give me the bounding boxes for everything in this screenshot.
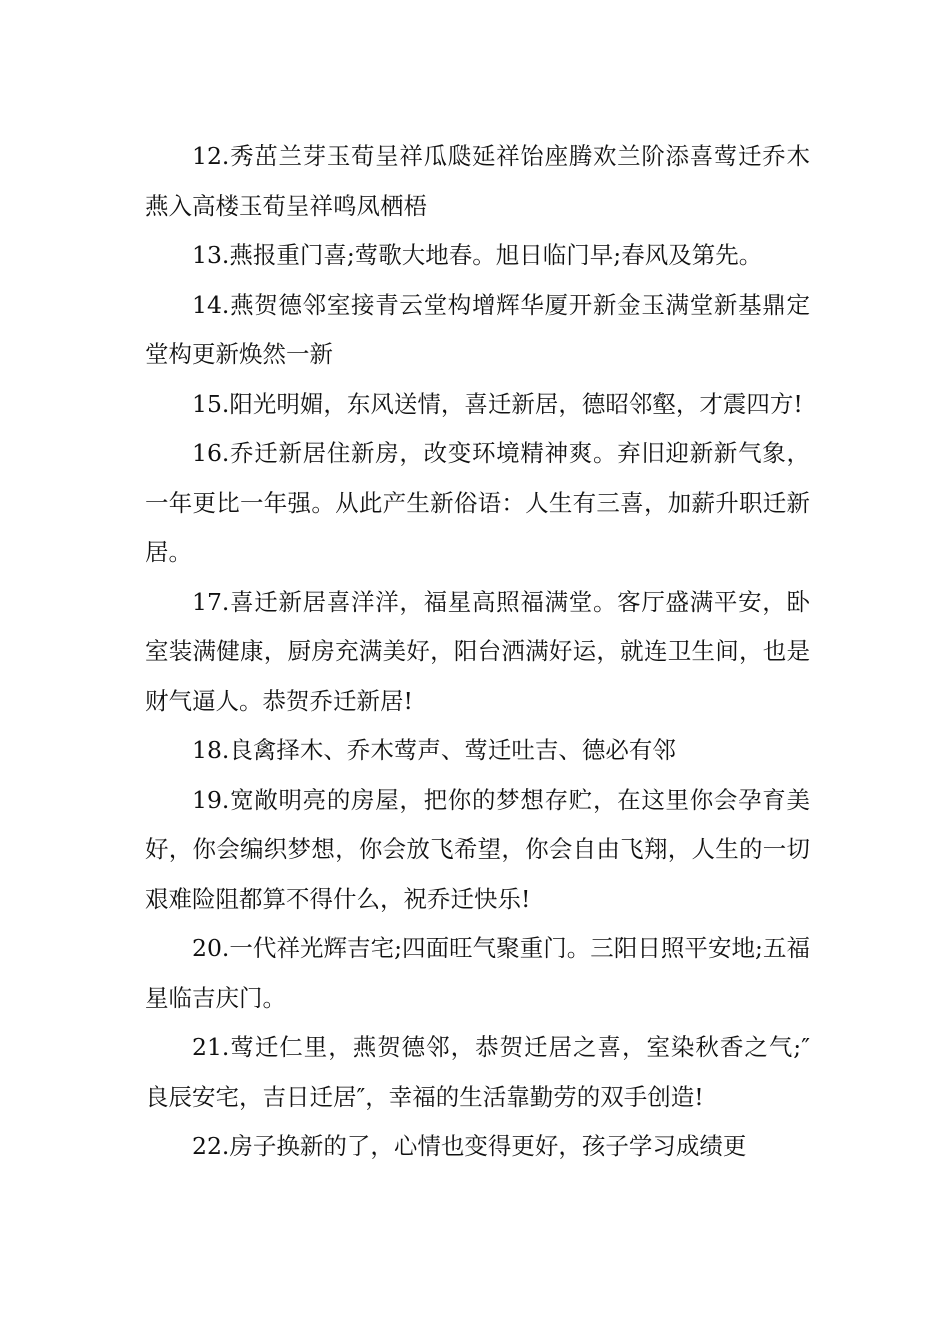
document-body — [145, 132, 810, 1172]
paragraph-21: 21.莺迁仁里，燕贺德邻，恭贺迁居之喜，室染秋香之气;″良辰安宅，吉日迁居″，幸福的生活靠勤劳的双手创造! — [145, 1033, 810, 1111]
paragraph-12: 12.秀茁兰芽玉荀呈祥瓜瓞延祥饴座腾欢兰阶添喜莺迁乔木燕入高楼玉荀呈祥鸣凤栖梧 — [145, 142, 810, 220]
paragraph-17: 17.喜迁新居喜洋洋，福星高照福满堂。客厅盛满平安，卧室装满健康，厨房充满美好，阳台洒满好运，就连卫生间，也是财气逼人。恭贺乔迁新居! — [145, 587, 810, 715]
paragraph-19: 19.宽敞明亮的房屋，把你的梦想存贮，在这里你会孕育美好，你会编织梦想，你会放飞希望，你会自由飞翔，人生的一切艰难险阻都算不得什么，祝乔迁快乐! — [145, 785, 810, 913]
paragraph-13: 13.燕报重门喜;莺歌大地春。旭日临门早;春风及第先。 — [192, 241, 763, 269]
paragraph-22: 22.房子换新的了，心情也变得更好，孩子学习成绩更 — [192, 1132, 747, 1160]
paragraph-14: 14.燕贺德邻室接青云堂构增辉华厦开新金玉满堂新基鼎定堂构更新焕然一新 — [145, 290, 810, 368]
paragraph-18: 18.良禽择木、乔木莺声、莺迁吐吉、德必有邻 — [192, 736, 676, 764]
paragraph-16: 16.乔迁新居住新房，改变环境精神爽。弃旧迎新新气象，一年更比一年强。从此产生新俗语：人生有三喜，加薪升职迁新居。 — [145, 439, 810, 566]
paragraph-15: 15.阳光明媚，东风送情，喜迁新居，德昭邻壑，才震四方! — [192, 389, 803, 418]
paragraph-20: 20.一代祥光辉吉宅;四面旺气聚重门。三阳日照平安地;五福星临吉庆门。 — [145, 934, 810, 1012]
